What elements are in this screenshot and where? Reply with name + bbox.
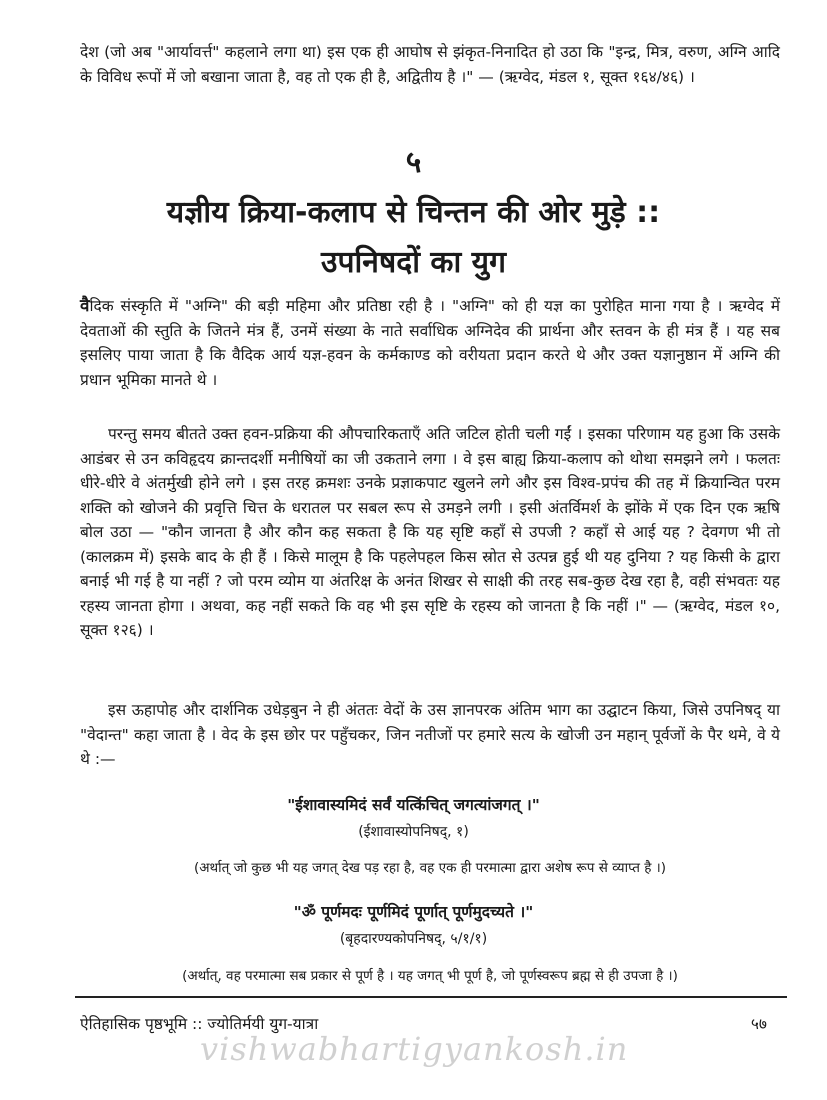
chapter-title-line1: यज्ञीय क्रिया-कलाप से चिन्तन की ओर मुड़े :: [166,195,661,230]
paragraph-2: परन्तु समय बीतते उक्त हवन-प्रक्रिया की औपचारिकताएँ अति जटिल होती चली गईं । इसका परिणाम यह हुआ कि उसके आडंबर से उन कविहृदय क्रान्तदर्शी मनीषियों का जी उकताने लगा । वे इस बाह्य क्रिया-कलाप को थोथा समझने लगे । फलतः धीरे-धीरे वे अंतर्मुखी होने लगे । इस तरह क्रमशः उनके प्रज्ञाकपाट खुलने लगे और इस विश्व-प्रपंच की तह में क्रियान्वित परम शक्ति को खोजने की प्रवृत्ति चित्त के धरातल पर सबल रूप से उमड़ने लगी । इसी अंतर्विमर्श के झोंके में एक दिन एक ऋषि बोल उठा — "कौन जानता है और कौन कह सकता है कि यह सृष्टि कहाँ से उपजी ? कहाँ से आई यह ? देवगण भी तो (कालक्रम में) इसके बाद के ही हैं । किसे मालूम है कि पहलेपहल किस स्रोत से उत्पन्न हुई थी यह दुनिया ? यह किसी के द्वारा बनाई भी गई है या नहीं ? जो परम व्योम या अंतरिक्ष के अनंत शिखर से साक्षी की तरह सब-कुछ देख रहा है, वही संभवतः यह रहस्य जानता होगा । अथवा, कह नहीं सकते कि वह भी इस सृष्टि के रहस्य को जानता है कि नहीं ।" — (ऋग्वेद, मंडल १०, सूक्त १२६) । [80,425,780,639]
verse-2-citation: (बृहदारण्यकोपनिषद्, ५/१/१) [339,931,488,947]
chapter-title-line2: उपनिषदों का युग [321,245,506,280]
chapter-number: ५ [405,145,422,180]
verse-2-meaning: (अर्थात्, वह परमात्मा सब प्रकार से पूर्ण है । यह जगत् भी पूर्ण है, जो पूर्णस्वरूप ब्रह्म से ही उपजा है ।) [182,968,678,984]
watermark: vishwabhartigyankosh.in [200,1030,629,1068]
verse-1-meaning: (अर्थात् जो कुछ भी यह जगत् देख पड़ रहा है, वह एक ही परमात्मा द्वारा अशेष रूप से व्याप्त है ।) [193,860,667,876]
running-footer: ऐतिहासिक पृष्ठभूमि :: ज्योतिर्मयी युग-यात्रा [80,1015,319,1033]
verse-1: "ईशावास्यमिदं सर्वं यत्किंचित् जगत्यांजगत् ।" [287,796,540,814]
intro-paragraph: देश (जो अब "आर्यावर्त्त" कहलाने लगा था) इस एक ही आघोष से झंकृत-निनादित हो उठा कि "इन्द्र, मित्र, वरुण, अग्नि आदि के विविध रूपों में जो बखाना जाता है, वह तो एक ही है, अद्वितीय है ।" — (ऋग्वेद, मंडल १, सूक्त १६४/४६) । [80,43,780,86]
drop-cap: वै [80,296,90,316]
page-number: ५७ [750,1015,767,1033]
verse-2: "ॐ पूर्णमदः पूर्णमिदं पूर्णात् पूर्णमुदच्यते ।" [293,903,534,921]
verse-1-citation: (ईशावास्योपनिषद्, १) [358,824,469,840]
chapter-title [0,188,827,288]
footer-divider [75,996,787,998]
paragraph-3: इस ऊहापोह और दार्शनिक उधेड़बुन ने ही अंततः वेदों के उस ज्ञानपरक अंतिम भाग का उद्घाटन किया, जिसे उपनिषद् या "वेदान्त" कहा जाता है । वेद के इस छोर पर पहुँचकर, जिन नतीजों पर हमारे सत्य के खोजी उन महान् पूर्वजों के पैर थमे, वे ये थे :— [80,701,781,768]
paragraph-1 [80,294,780,392]
paragraph-1-text: दिक संस्कृति में "अग्नि" की बड़ी महिमा और प्रतिष्ठा रही है । "अग्नि" को ही यज्ञ का पुरोहित माना गया है । ऋग्वेद में देवताओं की स्तुति के जितने मंत्र हैं, उनमें संख्या के नाते सर्वाधिक अग्निदेव की प्रार्थना और स्तवन के ही मंत्र हैं । यह सब इसलिए पाया जाता है कि वैदिक आर्य यज्ञ-हवन के कर्मकाण्ड को वरीयता प्रदान करते थे और उक्त यज्ञानुष्ठान में अग्नि की प्रधान भूमिका मानते थे । [80,297,780,389]
